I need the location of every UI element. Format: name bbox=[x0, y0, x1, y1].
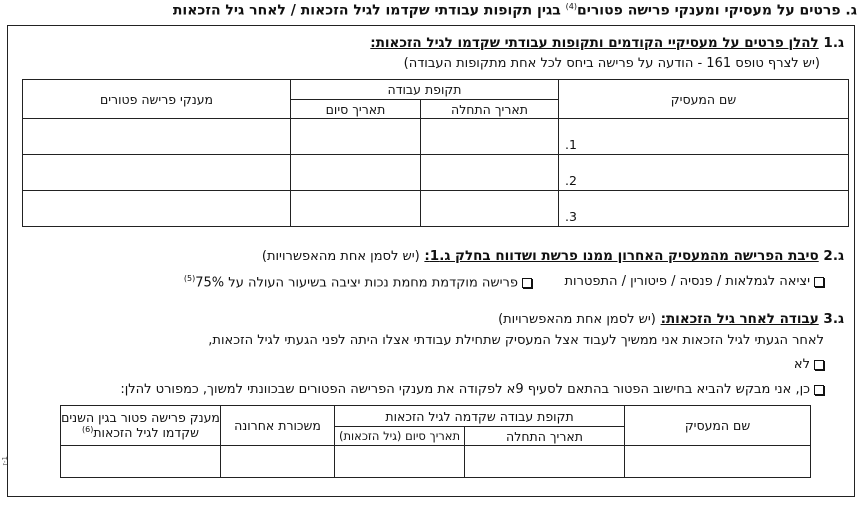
table-row bbox=[61, 446, 811, 478]
col-start-header: תאריך התחלה bbox=[465, 427, 625, 446]
col-employer-header: שם המעסיק bbox=[625, 406, 811, 446]
checkbox[interactable] bbox=[522, 278, 532, 288]
col-salary-header: משכורת אחרונה bbox=[221, 406, 335, 446]
grant-cell-2[interactable] bbox=[23, 155, 291, 191]
start-date-cell-1[interactable] bbox=[421, 119, 559, 155]
table-row bbox=[23, 191, 849, 227]
g1-note: (יש לצרף טופס 161 - הודעה על פרישה ביחס לכל אחת מתקופות העבודה) bbox=[403, 56, 820, 71]
checkbox[interactable] bbox=[814, 360, 824, 370]
salary-cell[interactable] bbox=[221, 446, 335, 478]
grant-cell-3[interactable] bbox=[23, 191, 291, 227]
checkbox[interactable] bbox=[814, 277, 824, 287]
g3-option-yes[interactable]: כן, אני מבקש להביא בחישוב הפטור בהתאם לסעיף 9א לפקודה את מענקי הפרישה הפטורים שבכוונתי למשוך, כמפורט להלן: bbox=[120, 382, 824, 397]
col-end-header: תאריך סיום (גיל הזכאות) bbox=[335, 427, 465, 446]
g3-grants-table bbox=[60, 405, 811, 478]
start-date-cell-2[interactable] bbox=[421, 155, 559, 191]
g3-heading: ג.3 עבודה לאחר גיל הזכאות: (יש לסמן אחת מהאפשרויות) bbox=[498, 311, 844, 327]
col-period-header: תקופת עבודה שקדמה לגיל הזכאות bbox=[335, 406, 625, 427]
col-period-header: תקופת עבודה bbox=[291, 80, 559, 100]
g3-option-no[interactable]: לא bbox=[794, 357, 824, 372]
g2-option-disability[interactable]: פרישה מוקדמת מחמת נכות יציבה בשיעור העולה על 75%$^{(5)}$ bbox=[184, 274, 532, 290]
table-row bbox=[23, 119, 849, 155]
g1-employers-table bbox=[22, 79, 849, 227]
g3-statement: לאחר הגעתי לגיל הזכאות אני ממשיך לעבוד אצל המעסיק שתחילת עבודתי אצלו היתה לפני הגעתי לגיל הזכאות, bbox=[208, 333, 824, 348]
g2-heading: ג.2 סיבת הפרישה מהמעסיק האחרון ממנו פרשת ושדווח בחלק ג.1: (יש לסמן אחת מהאפשרויות) bbox=[261, 248, 844, 264]
employer-cell-1[interactable]: 1. bbox=[559, 119, 849, 155]
employer-cell-2[interactable]: 2. bbox=[559, 155, 849, 191]
col-employer-header: שם המעסיק bbox=[559, 80, 849, 119]
end-date-cell-1[interactable] bbox=[291, 119, 421, 155]
col-grants-header: מענקי פרישה פטורים bbox=[23, 80, 291, 119]
end-date-cell[interactable] bbox=[335, 446, 465, 478]
col-end-header: תאריך סיום bbox=[291, 100, 421, 119]
section-frame bbox=[7, 25, 855, 497]
g2-option-retirement[interactable]: יציאה לגמלאות / פנסיה / פיטורין / התפטרות bbox=[565, 274, 824, 289]
start-date-cell-3[interactable] bbox=[421, 191, 559, 227]
grant-cell[interactable] bbox=[61, 446, 221, 478]
checkbox[interactable] bbox=[814, 385, 824, 395]
end-date-cell-3[interactable] bbox=[291, 191, 421, 227]
start-date-cell[interactable] bbox=[465, 446, 625, 478]
section-title: ג. פרטים על מעסיקי ומענקי פרישה פטורים$^{(4)}$ בגין תקופות עבודתי שקדמו לגיל הזכאות / לאחר גיל הזכאות bbox=[172, 2, 857, 19]
grant-cell-1[interactable] bbox=[23, 119, 291, 155]
col-grant-header: מענק פרישה פטור בגין השנים שקדמו לגיל הזכאות$^{(6)}$ bbox=[61, 406, 221, 446]
col-start-header: תאריך התחלה bbox=[421, 100, 559, 119]
employer-cell-3[interactable]: 3. bbox=[559, 191, 849, 227]
g1-heading: ג.1 להלן פרטים על מעסיקיי הקודמים ותקופות עבודתי שקדמו לגיל הזכאות: bbox=[370, 35, 844, 51]
end-date-cell-2[interactable] bbox=[291, 155, 421, 191]
side-mark: 1-ז bbox=[1, 456, 9, 466]
table-row bbox=[23, 155, 849, 191]
employer-cell[interactable] bbox=[625, 446, 811, 478]
